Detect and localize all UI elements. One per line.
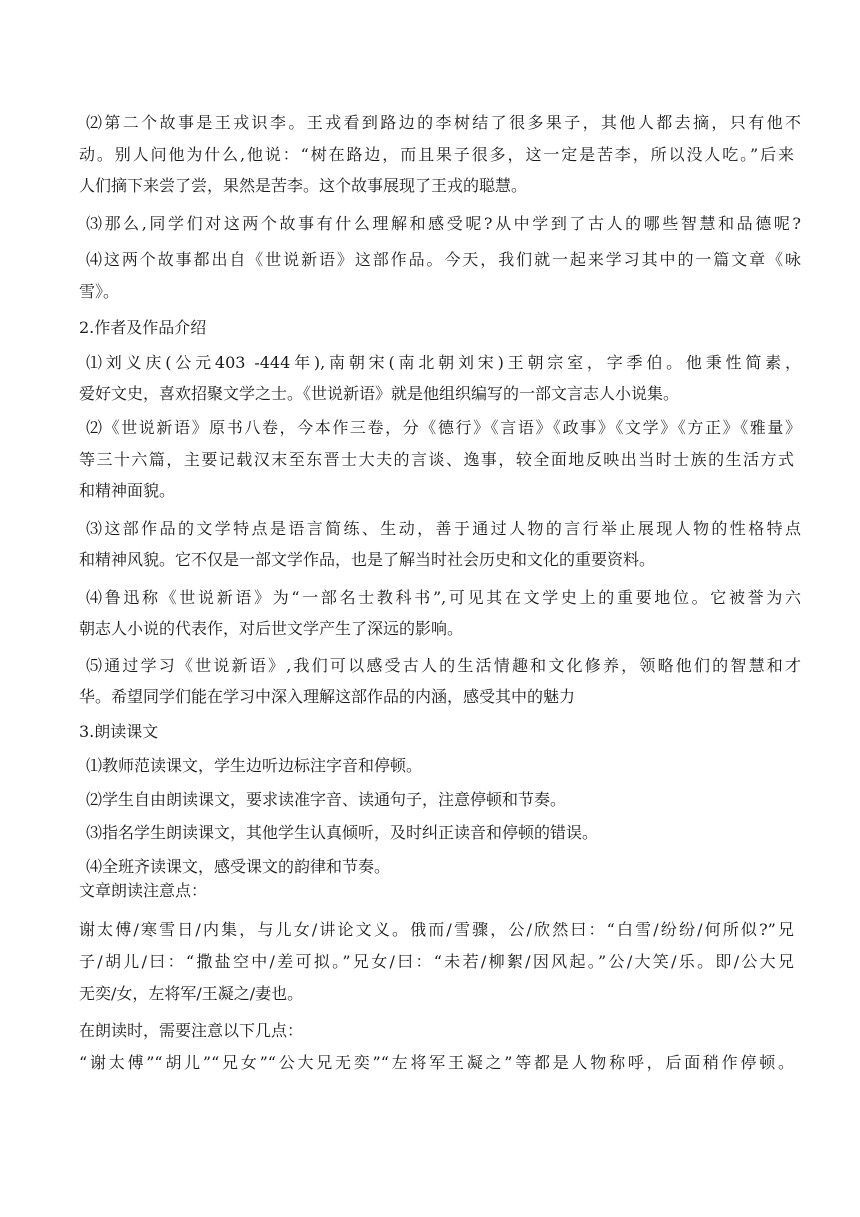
text-line: ⑴教师范读课文，学生边听边标注字音和停顿。 xyxy=(86,756,423,775)
text-line: ⑵学生自由朗读课文，要求读准字音、读通句子，注意停顿和节奏。 xyxy=(86,790,567,809)
text-line: ⑵《世说新语》原书八卷，今本作三卷，分《德行》《言语》《政事》《文学》《方正》《雅量》 xyxy=(86,418,801,437)
text-line: 谢太傅/寒雪日/内集，与儿女/讲论文义。俄而/雪骤，公/欣然曰：“白雪/纷纷/何所似?”兄 xyxy=(79,920,794,939)
section-heading: 2.作者及作品介绍 xyxy=(79,318,207,337)
text-line: 文章朗读注意点： xyxy=(79,881,208,900)
text-line: 和精神面貌。 xyxy=(79,481,176,500)
text-line: 在朗读时，需要注意以下几点： xyxy=(79,1021,304,1040)
text-line: ⑶那么,同学们对这两个故事有什么理解和感受呢?从中学到了古人的哪些智慧和品德呢? xyxy=(86,214,801,233)
text-line: 爱好文史，喜欢招聚文学之士。《世说新语》就是他组织编写的一部文言志人小说集。 xyxy=(79,384,680,403)
text-line: 和精神风貌。它不仅是一部文学作品，也是了解当时社会历史和文化的重要资料。 xyxy=(79,550,656,569)
text-line: ⑸通过学习《世说新语》,我们可以感受古人的生活情趣和文化修养，领略他们的智慧和才 xyxy=(86,656,801,675)
text-line: ⑶这部作品的文学特点是语言简练、生动，善于通过人物的言行举止展现人物的性格特点 xyxy=(86,519,801,538)
section-heading: 3.朗读课文 xyxy=(79,722,159,741)
text-line: 子/胡儿/曰：“撒盐空中/差可拟。”兄女/曰：“未若/柳絮/因风起。”公/大笑/乐。即/公大兄 xyxy=(79,952,794,971)
text-line: 人们摘下来尝了尝，果然是苦李。这个故事展现了王戎的聪慧。 xyxy=(79,176,528,195)
text-line: ⑵第二个故事是王戎识李。王戎看到路边的李树结了很多果子，其他人都去摘，只有他不 xyxy=(86,113,801,132)
text-line: 动。别人问他为什么,他说：“树在路边，而且果子很多，这一定是苦李，所以没人吃。”后来 xyxy=(79,145,794,164)
text-line: “谢太傅”“胡儿”“兄女”“公大兄无奕”“左将军王凝之”等都是人物称呼，后面稍作停顿。 xyxy=(79,1053,794,1072)
text-line: 等三十六篇，主要记载汉末至东晋士大夫的言谈、逸事，较全面地反映出当时士族的生活方式 xyxy=(79,450,794,469)
text-line: 无奕/女，左将军/王凝之/妻也。 xyxy=(79,984,304,1003)
text-line: ⑴刘义庆(公元403 -444年),南朝宋(南北朝刘宋)王朝宗室，字季伯。他秉性简素， xyxy=(86,353,801,372)
text-line: 朝志人小说的代表作，对后世文学产生了深远的影响。 xyxy=(79,619,464,638)
text-line: ⑷全班齐读课文，感受课文的韵律和节奏。 xyxy=(86,857,391,876)
text-line: 雪》。 xyxy=(79,282,120,301)
text-line: ⑷这两个故事都出自《世说新语》这部作品。今天，我们就一起来学习其中的一篇文章《咏 xyxy=(86,250,801,269)
text-line: ⑷鲁迅称《世说新语》为“一部名士教科书”,可见其在文学史上的重要地位。它被誉为六 xyxy=(86,588,801,607)
text-line: 华。希望同学们能在学习中深入理解这部作品的内涵，感受其中的魅力 xyxy=(79,687,576,706)
text-line: ⑶指名学生朗读课文，其他学生认真倾听，及时纠正读音和停顿的错误。 xyxy=(86,823,599,842)
